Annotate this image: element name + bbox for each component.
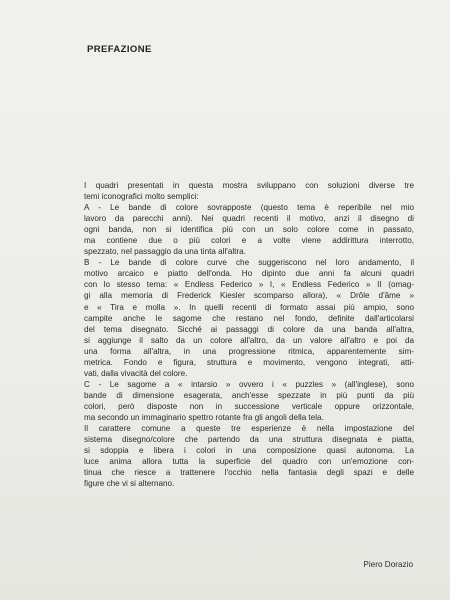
paragraph-line: del tema disegnato. Sicché ai passaggi di colore da una banda all'altra, <box>84 324 414 334</box>
paragraph-line: una forma all'altra, in una progressione ritmica, apparentemente sim- <box>84 346 414 356</box>
author-signature: Piero Dorazio <box>363 560 413 569</box>
paragraph-line: colori, però disposte non in successione verticale oppure orizzontale, <box>84 401 414 411</box>
paragraph-line: B - Le bande di colore curve che suggeriscono nel loro andamento, il <box>84 258 414 268</box>
paragraph-line: spezzato, nel passaggio da una tinta all'altra. <box>84 247 246 257</box>
paragraph-line: lavoro da parecchi anni). Nei quadri recenti il motivo, anzi il disegno di <box>84 214 414 224</box>
paragraph-line: ogni banda, non si identifica più con un solo colore come in passato, <box>84 225 414 235</box>
paragraph-line: ma secondo un immaginario spettro rotante fra gli angoli della tela. <box>84 412 324 422</box>
paragraph-line: si sdoppia e libera i colori in una composizione quasi autonoma. La <box>84 446 414 456</box>
paragraph-line: luce anima allora tutta la superficie del quadro con un'emozione con- <box>84 457 414 467</box>
paragraph-line: A - Le bande di colore sovrapposte (questo tema è reperibile nel mio <box>84 203 414 213</box>
paragraph-line: e « Tira e molla ». In quelli recenti di formato assai più ampio, sono <box>84 302 414 312</box>
paragraph-line: campite anche le sagome che restano nel fondo, definite dall'articolarsi <box>84 313 414 323</box>
paragraph-line: si aggiunge il salto da un colore all'altro, da un valore all'altro e poi da <box>84 335 414 345</box>
paragraph-line: sistema disegno/colore che partendo da una struttura disegnata e piatta, <box>84 435 414 445</box>
paragraph-line: I quadri presentati in questa mostra sviluppano con soluzioni diverse tre <box>84 181 414 190</box>
paragraph-line: motivo arcaico e piatto dell'onda. Ho dipinto due anni fa alcuni quadri <box>84 269 414 279</box>
preface-body <box>84 180 414 489</box>
paragraph-line: bande di dimensione esagerata, anch'esse spezzate in più punti da più <box>84 390 414 400</box>
paragraph-line: gi alla memoria di Frederick Kiesler scomparso allora), « Drôle d'âme » <box>84 291 414 301</box>
paragraph-line: C - Le sagome a « intarsio » ovvero i « puzzles » (all'inglese), sono <box>84 379 414 389</box>
paragraph-line: figure che vi si alternano. <box>84 479 175 489</box>
paragraph-line: vati, dalla vivacità del colore. <box>84 368 188 378</box>
paragraph-line: metrica. Fondo e figura, struttura e movimento, vengono integrati, atti- <box>84 357 414 367</box>
paragraph-line: Il carattere comune a queste tre esperienze è nella impostazione del <box>84 424 414 434</box>
paragraph-line: ma contiene due o più colori e a volte viene addirittura interrotto, <box>84 236 414 246</box>
paragraph-line: tinua che riesce a trattenere l'occhio nella fantasia degli spazi e delle <box>84 468 414 478</box>
page-title: PREFAZIONE <box>87 44 152 55</box>
paragraph-line: temi iconografici molto semplici: <box>84 192 199 202</box>
paragraph-line: con lo stesso tema: « Endless Federico » I, « Endless Federico » II (omag- <box>84 280 414 290</box>
